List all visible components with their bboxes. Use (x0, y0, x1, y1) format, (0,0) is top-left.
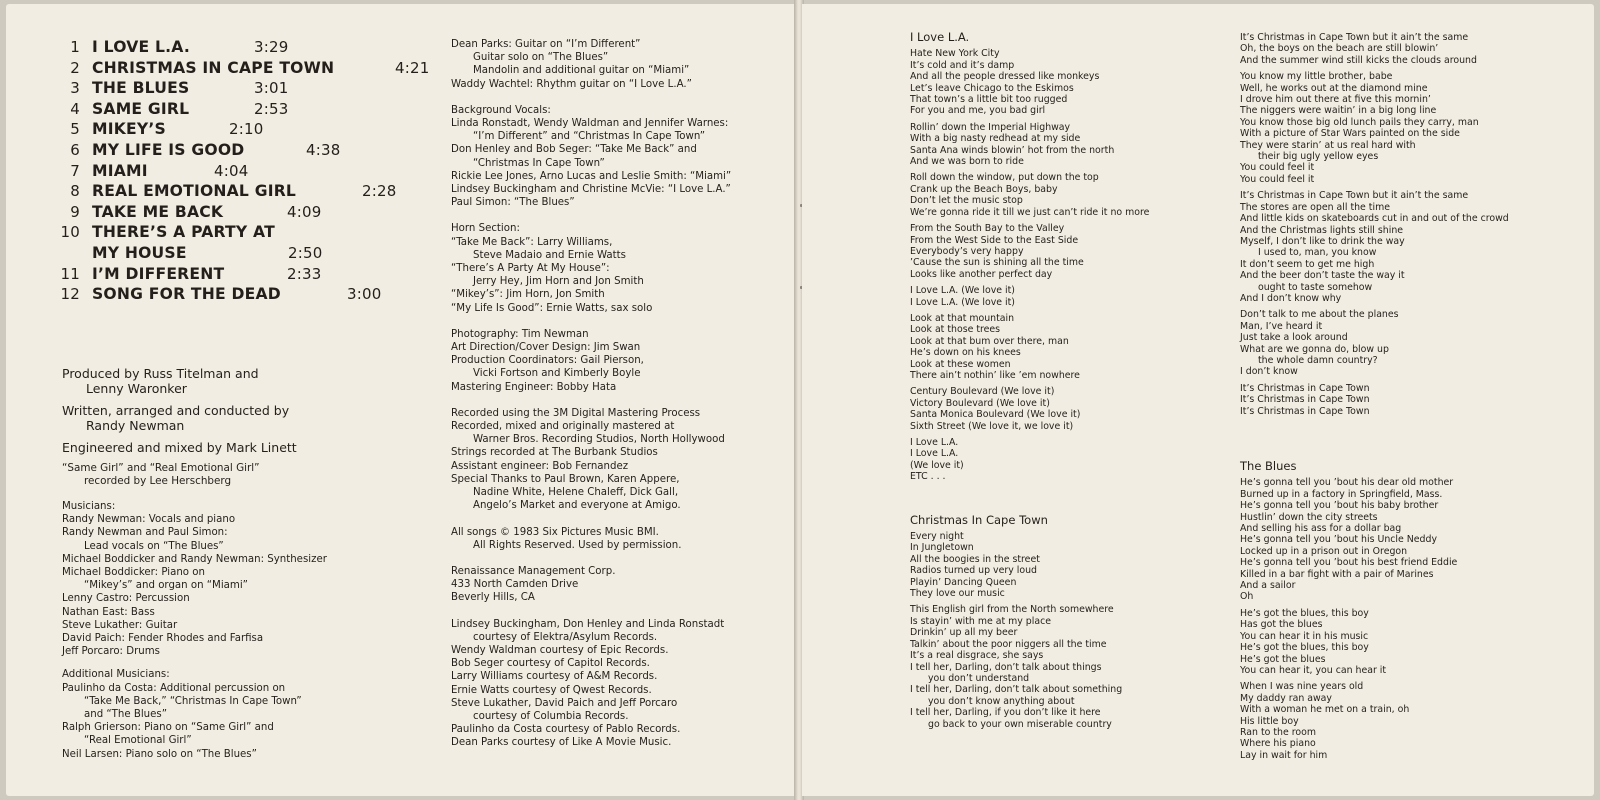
stanza (1240, 71, 1509, 185)
lyrics-christmas-continued (1240, 32, 1509, 417)
lyric-line: And the Christmas lights still shine (1240, 224, 1404, 236)
lyric-line: From the West Side to the East Side (910, 234, 1079, 246)
lyric-line: It’s cold and it’s damp (910, 59, 1015, 71)
lyric-line: I Love L.A. (910, 437, 959, 448)
credit-line: Larry Williams courtesy of A&M Records. (451, 671, 658, 683)
track-title: SONG FOR THE DEAD (92, 285, 281, 304)
credit-line: Waddy Wachtel: Rhythm guitar on “I Love L.A.” (451, 78, 692, 90)
credit-line: Assistant engineer: Bob Fernandez (451, 460, 629, 472)
credit-line: Photography: Tim Newman (451, 328, 589, 340)
credits-column (451, 38, 731, 763)
credit-line: Vicki Fortson and Kimberly Boyle (473, 368, 641, 380)
lyric-line: And the beer don’t taste the way it (1240, 270, 1405, 282)
credits-block (451, 104, 731, 210)
lyric-line: Everybody’s very happy (910, 245, 1024, 257)
track-number: 3 (70, 79, 80, 98)
credits-block (451, 565, 731, 605)
credit-line: All songs © 1983 Six Pictures Music BMI. (451, 526, 659, 538)
produced-credit (62, 366, 297, 396)
credit-line: “Mikey’s”: Jim Horn, Jon Smith (451, 289, 605, 301)
lyric-line: Looks like another perfect day (910, 268, 1053, 280)
track-time: 2:28 (362, 182, 397, 201)
track-number: 1 (70, 38, 80, 56)
lyric-line: Hate New York City (910, 48, 1000, 60)
track-number: 7 (70, 161, 80, 180)
lyric-line: Let’s leave Chicago to the Eskimos (910, 82, 1074, 94)
stanza (1240, 681, 1509, 761)
lyric-line: Just take a look around (1240, 332, 1348, 344)
booklet-right-page (802, 4, 1594, 796)
lyric-line: I Love L.A. (We love it) (910, 296, 1015, 308)
lyric-line: Radios turned up very loud (910, 565, 1037, 577)
lyric-line: He’s got the blues, this boy (1240, 607, 1369, 619)
lyric-line: You can hear it, you can hear it (1240, 664, 1387, 676)
lyric-line: Oh, the boys on the beach are still blowin’ (1240, 43, 1439, 55)
lyric-line: I drove him out there at five this mornin’ (1240, 94, 1431, 106)
lyric-line: Drinkin’ up all my beer (910, 627, 1018, 639)
track-time: 2:53 (254, 99, 289, 118)
lyric-line: And the summer wind still kicks the clouds around (1240, 54, 1477, 66)
credit-line: Jerry Hey, Jim Horn and Jon Smith (473, 276, 644, 288)
track-number: 9 (70, 202, 80, 221)
stanza (910, 604, 1149, 729)
track-time: 2:10 (229, 120, 264, 139)
track-time: 3:00 (347, 285, 382, 304)
stanza (910, 223, 1149, 280)
lyric-line: My daddy ran away (1240, 692, 1332, 704)
stanza (1240, 190, 1509, 304)
lyric-line: All the boogies in the street (910, 553, 1040, 565)
lyric-line: Hustlin’ down the city streets (1240, 511, 1378, 523)
credit-line: Steve Madaio and Ernie Watts (473, 249, 626, 261)
track-time: 3:29 (254, 38, 289, 56)
track-number: 10 (60, 223, 80, 242)
credit-line: “Take Me Back”: Larry Williams, (451, 236, 613, 248)
lyric-line: And we was born to ride (910, 156, 1024, 168)
musician-line: Jeff Porcaro: Drums (62, 646, 160, 658)
production-credits (62, 366, 297, 455)
lyric-line: Playin’ Dancing Queen (910, 576, 1017, 588)
lyric-line: Lay in wait for him (1240, 749, 1328, 761)
credit-line: Horn Section: (451, 223, 520, 235)
track-title: SAME GIRL (92, 99, 190, 118)
stanza (1240, 477, 1509, 602)
lyric-line: It don’t seem to get me high (1240, 258, 1375, 270)
stanza (1240, 309, 1509, 377)
lyric-line: They were starin’ at us real hard with (1240, 139, 1416, 151)
credit-line: Paul Simon: “The Blues” (451, 197, 575, 209)
lyric-line: With a picture of Star Wars painted on the side (1240, 128, 1460, 140)
track-number: 4 (70, 99, 80, 118)
lyric-line: And selling his ass for a dollar bag (1240, 523, 1402, 535)
lyric-line: Century Boulevard (We love it) (910, 386, 1055, 398)
lyric-line: In Jungletown (910, 542, 974, 554)
credit-line: 433 North Camden Drive (451, 579, 579, 591)
credit-line: Wendy Waldman courtesy of Epic Records. (451, 644, 669, 656)
lyric-line: Is stayin’ with me at my place (910, 615, 1052, 627)
lyric-line: It’s Christmas in Cape Town (1240, 382, 1370, 394)
musician-line: Randy Newman: Vocals and piano (62, 514, 236, 526)
engineered-note (62, 462, 260, 488)
lyric-line: For you and me, you bad girl (910, 105, 1046, 117)
stanza (910, 122, 1149, 168)
stanza (1240, 608, 1509, 676)
musician-line: Randy Newman and Paul Simon: (62, 527, 228, 539)
lyric-line: Myself, I don’t like to drink the way (1240, 235, 1405, 247)
lyric-line: We’re gonna ride it till we just can’t ride it no more (910, 206, 1150, 218)
lyric-line: Victory Boulevard (We love it) (910, 397, 1050, 409)
musician-line: Michael Boddicker: Piano on (62, 567, 205, 579)
lyric-line: That town’s a little bit too rugged (910, 94, 1068, 106)
stanza (910, 172, 1149, 218)
credit-line: Strings recorded at The Burbank Studios (451, 447, 658, 459)
written-credit (62, 403, 297, 433)
lyric-line: He’s got the blues (1240, 653, 1326, 665)
credit-line: Mandolin and additional guitar on “Miami” (473, 65, 690, 77)
credit-line: Rickie Lee Jones, Arno Lucas and Leslie Smith: “Miami” (451, 170, 732, 182)
musician-line: “Real Emotional Girl” (84, 735, 192, 747)
lyric-line: There ain’t nothin’ like ’em nowhere (910, 369, 1080, 381)
lyric-line: When I was nine years old (1240, 681, 1364, 693)
lyric-line: He’s gonna tell you ’bout his Uncle Neddy (1240, 534, 1438, 546)
track-number: 11 (60, 264, 80, 283)
credit-line: Beverly Hills, CA (451, 592, 535, 604)
lyric-line: Roll down the window, put down the top (910, 172, 1099, 184)
lyric-line: ’Cause the sun is shining all the time (910, 257, 1084, 269)
lyric-line: He’s gonna tell you ’bout his best friend Eddie (1240, 557, 1458, 569)
engineered-note-line: recorded by Lee Herschberg (84, 475, 232, 488)
stanza (910, 437, 1149, 483)
credits-block (451, 38, 731, 91)
lyric-line: (We love it) (910, 459, 964, 471)
credit-line: courtesy of Columbia Records. (473, 710, 629, 722)
lyric-line: It’s Christmas in Cape Town but it ain’t the same (1240, 190, 1469, 202)
track-time: 4:21 (395, 58, 430, 77)
lyric-line: I tell her, Darling, don’t talk about something (910, 684, 1123, 696)
additional-musicians-heading: Additional Musicians: (62, 669, 170, 681)
lyrics-the-blues (1240, 461, 1509, 761)
lyric-line: You could feel it (1240, 173, 1315, 185)
track-time: 4:09 (287, 202, 322, 221)
stanza (910, 48, 1149, 116)
musician-line: Lenny Castro: Percussion (62, 593, 190, 605)
credit-line: Recorded using the 3M Digital Mastering Process (451, 407, 701, 419)
song-title: I Love L.A. (910, 30, 970, 44)
lyrics-column-left (910, 32, 1149, 735)
lyric-line: Oh (1240, 591, 1254, 603)
track-title: MIKEY’S (92, 120, 166, 139)
lyric-line: It’s Christmas in Cape Town (1240, 405, 1370, 417)
lyric-line: Rollin’ down the Imperial Highway (910, 121, 1071, 133)
track-title: THE BLUES (92, 79, 190, 98)
lyric-line: Look at that bum over there, man (910, 335, 1069, 347)
musician-line: Michael Boddicker and Randy Newman: Synthesizer (62, 553, 327, 565)
credits-block (451, 407, 731, 513)
track-time: 2:33 (287, 264, 322, 283)
musician-line: Nathan East: Bass (62, 606, 155, 618)
credit-line: Steve Lukather, David Paich and Jeff Porcaro (451, 697, 678, 709)
credit-line: “Christmas In Cape Town” (473, 157, 605, 169)
track-title: I LOVE L.A. (92, 38, 190, 56)
lyric-line: Santa Ana winds blowin’ hot from the north (910, 144, 1115, 156)
stanza (910, 386, 1149, 432)
musician-line: Neil Larsen: Piano solo on “The Blues” (62, 748, 257, 760)
musician-line: Paulinho da Costa: Additional percussion on (62, 682, 286, 694)
musician-line: David Paich: Fender Rhodes and Farfisa (62, 633, 264, 645)
credit-line: Paulinho da Costa courtesy of Pablo Records. (451, 724, 681, 736)
lyric-line: their big ugly yellow eyes (1258, 151, 1379, 163)
booklet-left-page (6, 4, 796, 796)
additional-musicians-section (62, 668, 327, 760)
track-title: MIAMI (92, 161, 148, 180)
lyric-line: With a big nasty redhead at my side (910, 133, 1081, 145)
track-number: 8 (70, 182, 80, 201)
lyric-line: You know those big old lunch pails they carry, man (1240, 116, 1479, 128)
credit-line: “I’m Different” and “Christmas In Cape Town” (473, 131, 706, 143)
lyric-line: His little boy (1240, 715, 1299, 727)
lyric-line: Don’t let the music stop (910, 195, 1023, 207)
engineered-note-line: “Same Girl” and “Real Emotional Girl” (62, 462, 260, 474)
credit-line: Background Vocals: (451, 104, 551, 116)
stanza (910, 313, 1149, 381)
credit-line: Bob Seger courtesy of Capitol Records. (451, 658, 650, 670)
credit-line: Dean Parks: Guitar on “I’m Different” (451, 39, 641, 50)
track-time: 3:01 (254, 79, 289, 98)
lyrics-christmas-in-cape-town (910, 512, 1149, 730)
musicians-heading: Musicians: (62, 501, 116, 512)
track-title: THERE’S A PARTY AT (92, 223, 275, 242)
written-line: Randy Newman (86, 418, 185, 433)
track-time: 4:38 (306, 140, 341, 159)
credit-line: Angelo’s Market and everyone at Amigo. (473, 500, 681, 512)
lyric-line: He’s got the blues, this boy (1240, 642, 1369, 654)
lyric-line: They love our music (910, 588, 1005, 600)
lyric-line: He’s gonna tell you ’bout his dear old mother (1240, 477, 1454, 489)
produced-line: Lenny Waronker (86, 381, 187, 396)
lyric-line: you don’t understand (928, 672, 1030, 684)
lyric-line: Look at that mountain (910, 312, 1015, 324)
credit-line: Recorded, mixed and originally mastered at (451, 421, 675, 433)
lyric-line: He’s gonna tell you ’bout his baby brother (1240, 500, 1439, 512)
credit-line: Guitar solo on “The Blues” (473, 52, 609, 64)
credit-line: Lindsey Buckingham and Christine McVie: “I Love L.A.” (451, 184, 731, 196)
musicians-list (62, 500, 327, 768)
lyric-line: Sixth Street (We love it, we love it) (910, 420, 1074, 432)
lyric-line: This English girl from the North somewhere (910, 604, 1114, 616)
lyric-line: I used to, man, you know (1258, 247, 1377, 259)
musician-line: “Take Me Back,” “Christmas In Cape Town” (84, 695, 302, 707)
lyric-line: He’s down on his knees (910, 347, 1021, 359)
credit-line: Warner Bros. Recording Studios, North Hollywood (473, 434, 725, 446)
song-title: The Blues (1240, 459, 1297, 473)
track-title: MY LIFE IS GOOD (92, 140, 245, 159)
lyric-line: Santa Monica Boulevard (We love it) (910, 409, 1081, 421)
lyric-line: Burned up in a factory in Springfield, Mass. (1240, 488, 1443, 500)
track-title: REAL EMOTIONAL GIRL (92, 182, 297, 201)
lyric-line: I don’t know (1240, 366, 1298, 378)
lyric-line: You could feel it (1240, 162, 1315, 174)
credit-line: Lindsey Buckingham, Don Henley and Linda Ronstadt (451, 618, 725, 630)
lyric-line: Crank up the Beach Boys, baby (910, 183, 1058, 195)
track-title: TAKE ME BACK (92, 202, 224, 221)
musician-line: “Mikey’s” and organ on “Miami” (84, 580, 248, 592)
credits-block (451, 526, 731, 552)
engineered-credit: Engineered and mixed by Mark Linett (62, 440, 297, 455)
credit-line: Mastering Engineer: Bobby Hata (451, 381, 617, 393)
track-time: 2:50 (288, 243, 323, 262)
lyric-line: With a woman he met on a train, oh (1240, 704, 1410, 716)
stanza (1240, 32, 1509, 66)
lyric-line: Don’t talk to me about the planes (1240, 309, 1399, 321)
lyrics-i-love-la (910, 32, 1149, 483)
lyric-line: Talkin’ about the poor niggers all the time (910, 638, 1107, 650)
stanza (910, 531, 1149, 599)
lyric-line: go back to your own miserable country (928, 718, 1112, 730)
lyric-line: Well, he works out at the diamond mine (1240, 82, 1428, 94)
track-number: 2 (70, 58, 80, 77)
lyric-line: I tell her, Darling, don’t talk about things (910, 661, 1102, 673)
track-number: 5 (70, 120, 80, 139)
credit-line: Ernie Watts courtesy of Qwest Records. (451, 684, 652, 696)
credits-block (451, 328, 731, 394)
lyric-line: Man, I’ve heard it (1240, 320, 1323, 332)
lyric-line: I Love L.A. (910, 448, 959, 460)
lyric-line: It’s Christmas in Cape Town (1240, 394, 1370, 406)
musician-line: Lead vocals on “The Blues” (84, 540, 224, 552)
credits-block (451, 618, 731, 750)
lyric-line: you don’t know anything about (928, 695, 1075, 707)
credit-line: Renaissance Management Corp. (451, 565, 616, 577)
lyric-line: It’s Christmas in Cape Town but it ain’t the same (1240, 32, 1469, 43)
lyric-line: And all the people dressed like monkeys (910, 71, 1100, 83)
credit-line: Linda Ronstadt, Wendy Waldman and Jennifer Warnes: (451, 118, 729, 130)
song-title: Christmas In Cape Town (910, 512, 1048, 527)
lyric-line: What are we gonna do, blow up (1240, 343, 1389, 355)
musician-line: and “The Blues” (84, 709, 167, 721)
lyric-line: The niggers were waitin’ in a big long line (1240, 105, 1437, 117)
track-title: MY HOUSE (92, 243, 187, 262)
produced-line: Produced by Russ Titelman and (62, 366, 259, 381)
musician-line: Ralph Grierson: Piano on “Same Girl” and (62, 722, 274, 734)
credit-line: Special Thanks to Paul Brown, Karen Appere, (451, 473, 680, 485)
lyric-line: Every night (910, 531, 964, 543)
track-number: 6 (70, 140, 80, 159)
credit-line: Don Henley and Bob Seger: “Take Me Back” and (451, 144, 697, 156)
stanza (910, 285, 1149, 308)
lyric-line: And I don’t know why (1240, 292, 1342, 304)
lyric-line: Where his piano (1240, 738, 1316, 750)
track-title: CHRISTMAS IN CAPE TOWN (92, 58, 335, 77)
credit-line: Nadine White, Helene Chaleff, Dick Gall, (473, 487, 679, 499)
credit-line: All Rights Reserved. Used by permission. (473, 539, 682, 551)
lyric-line: ought to taste somehow (1258, 281, 1373, 293)
credit-line: Art Direction/Cover Design: Jim Swan (451, 342, 641, 354)
lyric-line: The stores are open all the time (1240, 201, 1390, 213)
lyric-line: From the South Bay to the Valley (910, 223, 1065, 235)
lyric-line: Killed in a bar fight with a pair of Marines (1240, 568, 1434, 580)
track-number: 12 (60, 285, 80, 304)
credit-line: “My Life Is Good”: Ernie Watts, sax solo (451, 302, 653, 314)
lyric-line: And a sailor (1240, 580, 1296, 592)
lyric-line: Ran to the room (1240, 726, 1316, 738)
credit-line: Production Coordinators: Gail Pierson, (451, 355, 644, 367)
written-line: Written, arranged and conducted by (62, 403, 290, 418)
lyric-line: I tell her, Darling, if you don’t like it here (910, 707, 1101, 719)
credit-line: “There’s A Party At My House”: (451, 263, 610, 275)
musicians-section (62, 500, 327, 658)
lyric-line: Look at those trees (910, 324, 1001, 336)
lyric-line: the whole damn country? (1258, 354, 1378, 366)
lyric-line: You can hear it in his music (1240, 630, 1369, 642)
lyric-line: And little kids on skateboards cut in and out of the crowd (1240, 213, 1509, 225)
lyrics-column-right (1240, 32, 1509, 766)
track-time: 4:04 (214, 161, 249, 180)
lyric-line: Has got the blues (1240, 619, 1323, 631)
lyric-line: Look at these women (910, 358, 1011, 370)
musician-line: Steve Lukather: Guitar (62, 619, 178, 631)
credit-line: courtesy of Elektra/Asylum Records. (473, 631, 658, 643)
stanza (1240, 383, 1509, 417)
credits-block (451, 222, 731, 314)
lyric-line: You know my little brother, babe (1240, 71, 1393, 83)
lyric-line: Locked up in a prison out in Oregon (1240, 545, 1408, 557)
lyric-line: It’s a real disgrace, she says (910, 650, 1044, 662)
track-title: I’M DIFFERENT (92, 264, 225, 283)
lyric-line: I Love L.A. (We love it) (910, 285, 1015, 297)
credit-line: Dean Parks courtesy of Like A Movie Music. (451, 737, 672, 749)
lyric-line: ETC . . . (910, 471, 946, 483)
